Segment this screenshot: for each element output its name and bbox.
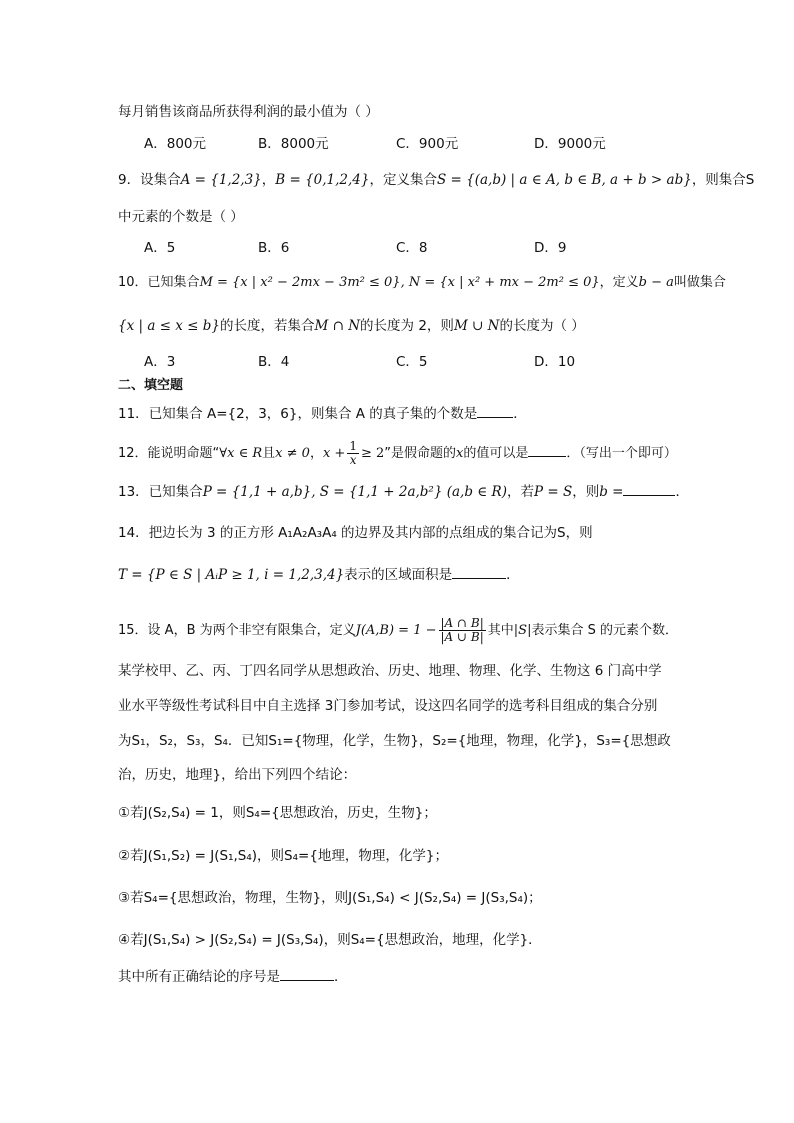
q12-x-ne-0: x ≠ 0 <box>275 446 310 461</box>
q14-line2 <box>118 564 520 585</box>
q15-text-a: 设 A，B 为两个非空有限集合，定义 <box>147 623 356 638</box>
q15-number: 15． <box>118 623 148 638</box>
q9-option-a: A．5 <box>144 240 176 256</box>
q14-set-t: T = {P ∈ S | AᵢP ≥ 1, i = 1,2,3,4} <box>118 567 345 583</box>
q10-b-minus-a: b − a <box>638 275 674 290</box>
q11-line <box>118 403 527 424</box>
q8-option-c: C．900元 <box>396 136 459 152</box>
q12-text-e: 的值可以是 <box>463 446 529 461</box>
q11-answer-blank <box>477 403 513 418</box>
q9-sep: ， <box>261 172 276 188</box>
q15-conclusion-2: ②若J(S₁,S₂) = J(S₁,S₄)，则S₄={地理，物理，化学}； <box>118 848 449 864</box>
q10-text-a: 已知集合 <box>147 275 200 290</box>
q10-set-m-n: M = {x | x² − 2mx − 3m² ≤ 0}, N = {x | x² + mx − 2m² ≤ 0} <box>199 275 600 290</box>
q10-option-c: C．5 <box>396 354 428 370</box>
q13-answer-blank <box>623 481 675 496</box>
q13-eq: P = S <box>534 484 573 500</box>
q15-conclusion-3: ③若S₄={思想政治，物理，生物}，则J(S₁,S₄) < J(S₂,S₄) = J(S₃,S₄)； <box>118 890 542 906</box>
q10-text-d: 的长度，若集合 <box>220 318 315 334</box>
q11-number: 11． <box>118 406 149 422</box>
q12-text-d: ”是假命题的 <box>384 446 456 461</box>
section-heading: 二、填空题 <box>118 378 184 393</box>
q12-text-a: 能说明命题“ <box>147 446 220 461</box>
q9-text-b: ，定义集合 <box>369 172 437 188</box>
q14-line1 <box>118 523 593 543</box>
q11-end: ． <box>513 406 527 422</box>
q12-x: x <box>456 446 464 461</box>
q15-frac-den: |A ∪ B| <box>440 630 484 644</box>
q10-number: 10． <box>118 275 148 290</box>
q10-text-f: 的长度为（ ） <box>499 318 585 334</box>
q12-end: ．（写出一个即可） <box>566 446 677 461</box>
q10-m-cup-n: M ∪ N <box>453 318 500 334</box>
q15-j-def: J(A,B) = 1 − <box>355 623 437 638</box>
q15-para-1: 某学校甲、乙、丙、丁四名同学从思想政治、历史、地理、物理、化学、生物这 6 门高中学 <box>118 663 662 679</box>
q12-ge2: ≥ 2 <box>360 446 385 461</box>
q14-answer-blank <box>452 564 506 579</box>
q9-option-b: B．6 <box>258 240 290 256</box>
q14-text-1: 把边长为 3 的正方形 A₁A₂A₃A₄ 的边界及其内部的点组成的集合记为S，则 <box>148 525 593 541</box>
q10-option-d: D．10 <box>534 354 576 370</box>
q10-option-b: B．4 <box>258 354 290 370</box>
q8-option-b: B．8000元 <box>258 136 329 152</box>
q8-option-a: A．800元 <box>144 136 207 152</box>
q15-conclusion-4: ④若J(S₁,S₄) > J(S₂,S₄) = J(S₃,S₄)，则S₄={思想政治，地理，化学}． <box>118 932 542 948</box>
q11-text: 已知集合 A={2，3，6}，则集合 A 的真子集的个数是 <box>148 406 478 422</box>
q13-text-b: ，若 <box>507 484 534 500</box>
q9-set-a: A = {1,2,3} <box>180 172 262 188</box>
q13-line <box>118 481 689 502</box>
q15-text-c: 表示集合 S 的元素个数． <box>531 623 678 638</box>
q12-x-plus: x + <box>322 446 346 461</box>
q15-text-b: 其中 <box>487 623 514 638</box>
q9-set-s: S = {(a,b) | a ∈ A, b ∈ B, a + b > ab} <box>437 172 692 188</box>
q9-number: 9． <box>118 172 141 188</box>
q15-fraction <box>439 617 486 644</box>
q9-text-c: ，则集合S <box>691 172 755 188</box>
q15-para-4: 治，历史，地理}，给出下列四个结论： <box>118 767 357 783</box>
q12-frac-den: x <box>349 453 357 467</box>
q13-text-a: 已知集合 <box>148 484 203 500</box>
q12-number: 12． <box>118 446 148 461</box>
q12-forall: ∀x ∈ R <box>219 446 263 461</box>
q15-line1 <box>118 617 678 644</box>
q12-line <box>118 440 677 467</box>
q15-answer-blank <box>280 966 334 981</box>
q15-final-line <box>118 966 348 987</box>
q12-text-c: ， <box>309 446 323 461</box>
q15-abs-s: |S| <box>513 623 532 638</box>
q15-final-text: 其中所有正确结论的序号是 <box>118 969 280 985</box>
q14-text-2: 表示的区域面积是 <box>344 567 453 583</box>
q15-frac-num: |A ∩ B| <box>440 616 484 630</box>
q10-option-a: A．3 <box>144 354 176 370</box>
q13-end: ． <box>675 484 689 500</box>
q9-set-b: B = {0,1,2,4} <box>275 172 370 188</box>
q10-line2 <box>118 316 585 336</box>
q10-text-e: 的长度为 2，则 <box>360 318 454 334</box>
q8-stem-tail: 每月销售该商品所获得利润的最小值为（ ） <box>118 104 379 120</box>
q10-interval: {x | a ≤ x ≤ b} <box>118 318 221 334</box>
q12-text-b: 且 <box>262 446 276 461</box>
q14-number: 14． <box>118 525 149 541</box>
q8-option-d: D．9000元 <box>534 136 606 152</box>
q14-end: ． <box>506 567 520 583</box>
q10-text-c: 叫做集合 <box>673 275 726 290</box>
q9-line2: 中元素的个数是（ ） <box>118 209 244 225</box>
q9-option-c: C．8 <box>396 240 428 256</box>
q15-end: ． <box>334 969 348 985</box>
q15-conclusion-1: ①若J(S₂,S₄) = 1，则S₄={思想政治，历史，生物}； <box>118 805 437 821</box>
q9-option-d: D．9 <box>534 240 567 256</box>
q9-text-a: 设集合 <box>140 172 181 188</box>
q9-line1 <box>118 170 754 190</box>
q10-m-cap-n: M ∩ N <box>314 318 361 334</box>
q13-sets: P = {1,1 + a,b}, S = {1,1 + 2a,b²} (a,b ∈ R) <box>202 484 507 500</box>
q13-number: 13． <box>118 484 149 500</box>
q10-line1 <box>118 273 726 293</box>
q13-b: b = <box>599 484 624 500</box>
q12-frac-num: 1 <box>349 439 357 453</box>
q12-fraction <box>347 440 359 467</box>
q12-answer-blank <box>528 442 566 457</box>
q15-para-2: 业水平等级性考试科目中自主选择 3门参加考试，设这四名同学的选考科目组成的集合分别 <box>118 698 658 714</box>
q10-text-b: ，定义 <box>599 275 639 290</box>
q13-text-c: ，则 <box>572 484 600 500</box>
q15-para-3: 为S₁，S₂，S₃，S₄．已知S₁={物理，化学，生物}，S₂={地理，物理，化学}，S₃={思想政 <box>118 733 671 749</box>
